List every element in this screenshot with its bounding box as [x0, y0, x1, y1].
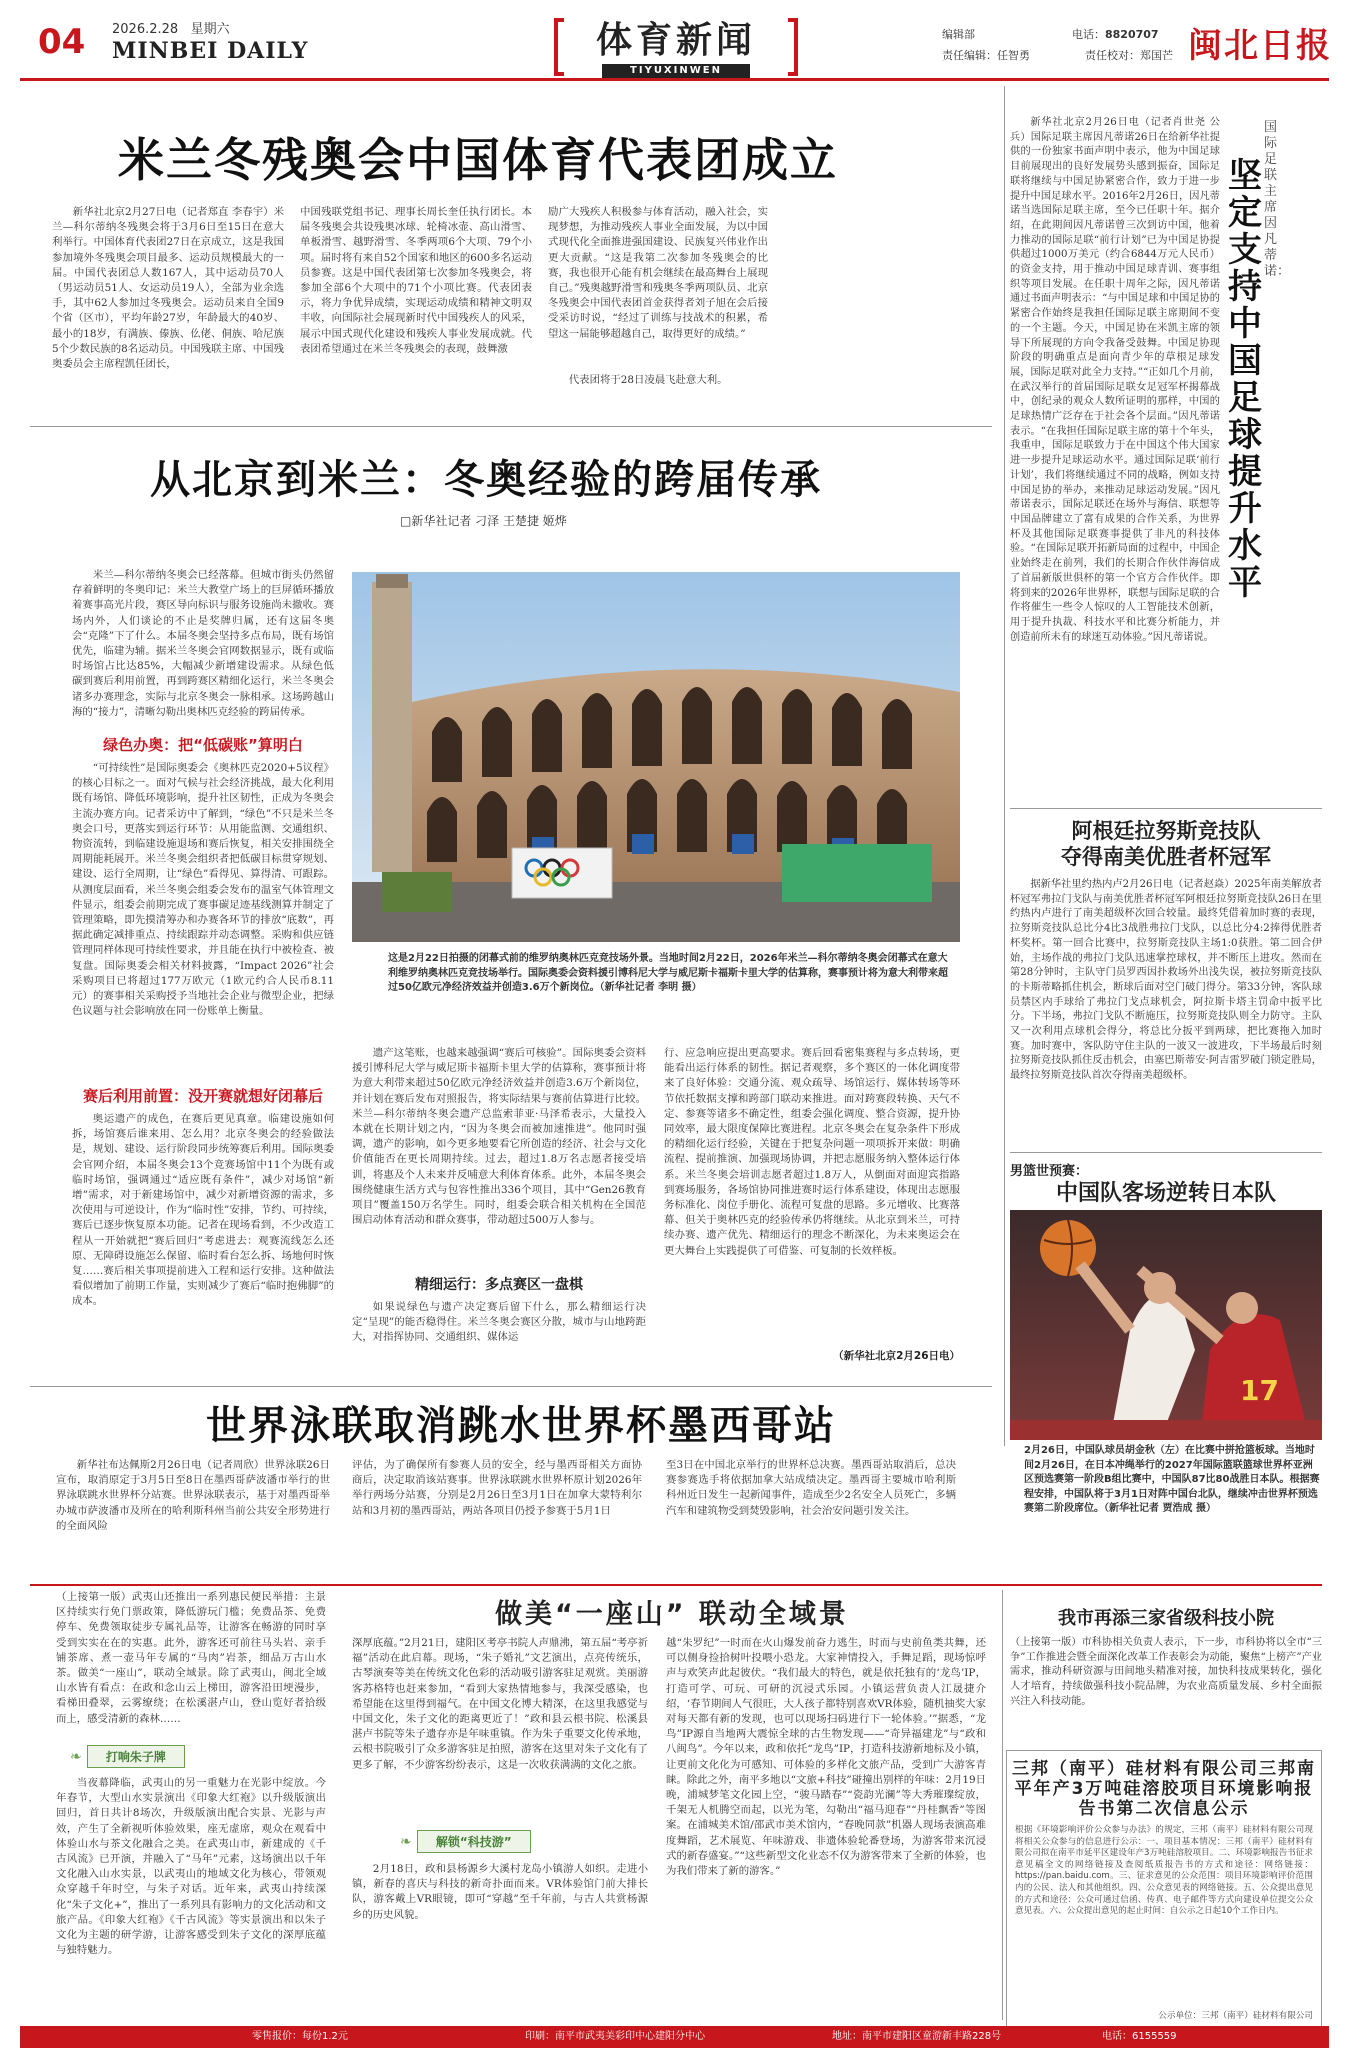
page-number: 04 — [38, 22, 86, 62]
footer-phone: 电话：6155559 — [1102, 2031, 1177, 2042]
notice-title: 三邦（南平）硅材料有限公司三邦南平年产3万吨硅溶胶项目环境影响报告书第二次信息公示 — [1012, 1759, 1316, 1819]
article2-subhead-green: 绿色办奥：把“低碳账”算明白 — [103, 736, 303, 754]
fifa-article-column — [1010, 116, 1220, 806]
article3-col3-text: 至3日在中国北京举行的世界杯总决赛。墨西哥站取消后，总决赛参赛选手将依据加拿大站成绩决定。墨西哥主要城市哈利斯科州近日发生一起新闻事件，造成至少2名安全人员死亡，多辆汽车和建筑物受到焚毁影响，社会治安问题引发关注。 — [666, 1459, 956, 1517]
bottom-left-text2: 当夜幕降临，武夷山的另一重魅力在光影中绽放。今年春节，大型山水实景演出《印象大红袍》以升级版演出回归，首日共计8场次，升级版演出配合实景、光影与声效，产生了全新视听体验效果，座无虚席，观众在观看中体验山水与茶文化融合之美。在武夷山市，新建成的《千古风流》已开演，并融入了“马年”元素，这场演出以千年文化融入山水实景，以武夷山的地域文化为核心，带领观众穿越千年时空，与朱子对话。近年来，武夷山持续深化“朱子文化+”，推出了一系列具有影响力的文化活动和文旅产品。《印象大红袍》《千古风流》等实景演出和以朱子文化为主题的研学游，让游客感受到朱子文化的深厚底蕴与独特魅力。 — [56, 1777, 326, 1957]
article1-col3 — [548, 205, 768, 400]
article3-col2-text: 评估，为了确保所有参赛人员的安全，经与墨西哥相关方面协商后，决定取消该站赛事。世界泳联跳水世界杯原计划2026年举行两场分站赛，分别是2月26日至3月1日在加拿大蒙特利尔站和3月初的墨西哥站，两站各项目仍授予参赛于5月1日 — [352, 1459, 642, 1517]
verona-arena-photo — [352, 572, 960, 942]
proof-name: 郑国芒 — [1140, 49, 1173, 62]
article2-left-p2: “可持续性”是国际奥委会《奥林匹克2020+5议程》的核心目标之一。面对气候与社会经济挑战，最大化利用既有场馆、降低环境影响，提升社区韧性，正成为冬奥会主流办赛方向。记者采访中了解到，“绿色”不只是米兰冬奥会口号，更落实到运行环节：从用能监测、交通组织、物资流转，到临建设施退场和赛后恢复，相关安排围绕全周期能耗展开。米兰冬奥会组织者把低碳目标贯穿规划、建设、运行全周期，让“绿色”看得见、算得清、可跟踪。从测度层面看，米兰冬奥会组委会发布的温室气体管理文件显示，组委会前期完成了赛事碳足迹基线测算并制定了管理策略，即先摸清筹办和办赛各环节的排放“底数”，再据此确定减排重点、持续跟踪并动态调整。采购和供应链管理同样体现可持续性要求，并且能在执行中被检查、被复盘。国际奥委会相关材料披露，“Impact 2026”社会采购项目已将超过177万欧元（1欧元约合人民币8.11元）的赛事相关采购授予当地社会企业与微型企业，把绿色议题与社会影响放在同一份账单上衡量。 — [72, 762, 334, 1018]
science-station-column — [1010, 1636, 1322, 1744]
basketball-image — [1010, 1210, 1322, 1440]
column-divider — [1004, 86, 1005, 1446]
article2-left-p1: 米兰—科尔蒂纳冬奥会已经落幕。但城市街头仍然留存着鲜明的冬奥印记：米兰大教堂广场上的巨屏循环播放着赛事高光片段，赛区导向标识与服务设施尚未撤收。赛场内外，人们谈论的不止是奖牌归属，还有这届冬奥会“克隆”下了什么。本届冬奥会坚持多点布局，既有场馆优先，临建为辅。据米兰冬奥会官网数据显示，既有或临时场馆占比达85%，大幅减少新增建设需求。从绿色低碳到赛后利用前置，再到跨赛区精细化运行，米兰冬奥会诸多办赛理念，实际与北京冬奥会一脉相承。这场跨越山海的“接力”，清晰勾勒出奥林匹克经验的跨届传承。 — [72, 569, 334, 718]
paper-logo: 闽北日报 — [1188, 26, 1332, 66]
right-divider-2 — [1010, 1152, 1322, 1153]
article2-left-column — [72, 568, 334, 1376]
article2-byline: □新华社记者 刁泽 王楚捷 姬烨 — [400, 514, 567, 528]
bottom-feature-title: 做美“一座山” 联动全域景 — [495, 1599, 849, 1630]
footer-printer: 印刷：南平市武夷美彩印中心建阳分中心 — [525, 2031, 705, 2042]
footer-address: 地址：南平市建阳区童游新丰路228号 — [832, 2031, 1002, 2042]
article1-col3-text: 励广大残疾人积极参与体育活动，融入社会，实现梦想，为推动残疾人事业全面发展，为以中国式现代化全面推进强国建设、民族复兴伟业作出更大贡献。“这是我第二次参加冬残奥会的比赛，我也很开心能有机会继续在最高舞台上展现自己。”残奥越野滑雪和残奥冬季两项队员、北京冬残奥会中国代表团首金获得者刘子旭在会后接受采访时说，“经过了训练与技战术的积累，希望这一届能够超越自己，取得更好的成绩。” — [548, 206, 768, 340]
bottom-mid-column-3 — [666, 1636, 986, 2020]
lanus-article-text: 据新华社里约热内卢2月26日电（记者赵焱）2025年南美解放者杯冠军弗拉门戈队与南美优胜者杯冠军阿根廷拉努斯竞技队26日在里约热内卢进行了南美超级杯次回合较量。最终凭借着加时赛的表现，拉努斯竞技队总比分4比3战胜弗拉门戈队，以总比分4:2捧得优胜者杯奖杯。第一回合比赛中，拉努斯竞技队主场1:0获胜。第二回合伊始，主场作战的弗拉门戈队迅速掌控球权，并不断压上进攻。然而在第28分钟时，主队守门员罗西因扑救场外出浅失误，被拉努斯竞技队的卡斯蒂略抓住机会，断球后面对空门破门得分。第33分钟，客队球员禁区内手球给了弗拉门戈点球机会，阿拉斯卡塔主罚命中扳平比分。下半场，弗拉门戈队不断施压，拉努斯竞技队则全力防守。主队又一次利用点球机会得分，将总比分扳平到两球，把比赛拖入加时赛。加时赛中，客队防守住主队的一波又一波进攻，下半场最后时刻拉努斯竞技队抓住反击机会，由塞巴斯蒂安·阿吉雷罗破门锁定胜局，最终拉努斯竞技队首次夺得南美超级杯。 — [1010, 879, 1322, 1082]
section-divider-2 — [30, 1386, 992, 1387]
section-title: 体育新闻 — [595, 19, 756, 61]
leaf-icon: ❧ — [70, 1749, 82, 1765]
article3-col1 — [56, 1458, 330, 1540]
svg-text:17: 17 — [1240, 1374, 1279, 1407]
editorial-dept: 编辑部 — [942, 28, 975, 41]
lanus-headline-line1: 阿根廷拉努斯竞技队 — [1071, 819, 1261, 843]
bottom-left-column-2 — [56, 1776, 326, 2020]
science-station-title: 我市再添三家省级科技小院 — [1058, 1608, 1274, 1629]
basketball-headline: 中国队客场逆转日本队 — [1055, 1181, 1276, 1206]
weekday: 星期六 — [190, 22, 230, 37]
tag-zhuzi — [70, 1745, 185, 1768]
article3-col1-text: 新华社布达佩斯2月26日电（记者周欣）世界泳联26日宣布，取消原定于3月5日至8日在墨西哥萨波潘市举行的世界泳联跳水世界杯分站赛。世界泳联表示，基于对墨西哥举办城市萨波潘市及所在的哈利斯科州当前公共安全形势进行的全面风险 — [56, 1459, 330, 1532]
section-pinyin: TIYUXINWEN — [602, 64, 750, 78]
lanus-article-column — [1010, 878, 1322, 1148]
issue-date: 2026.2.28 — [112, 22, 179, 37]
article2-dateline: （新华社北京2月26日电） — [833, 1350, 960, 1362]
article2-subhead-legacy: 赛后利用前置：没开赛就想好闭幕后 — [82, 1087, 323, 1105]
article2-mid-p2: 如果说绿色与遗产决定赛后留下什么，那么精细运行决定“呈现”的能否稳得住。米兰冬奥会赛区分散，城市与山地跨距大，对指挥协同、交通组织、媒体运 — [352, 1301, 646, 1344]
article2-mid-column — [352, 1046, 646, 1382]
notice-body: 根据《环境影响评价公众参与办法》的规定，三邦（南平）硅材料有限公司现将相关公众参与的信息进行公示：一、项目基本情况：三邦（南平）硅材料有限公司拟在南平市延平区建设年产3万吨硅溶胶项目。二、环境影响报告书征求意见稿全文的网络链接及查阅纸质报告书的方式和途径：网络链接：https://pan.baidu.com。三、征求意见的公众范围：项目环境影响评价范围内的公民、法人和其他组织。四、公众意见表的网络链接。五、公众提出意见的方式和途径：公众可通过信函、传真、电子邮件等方式向建设单位提交公众意见表。六、公众提出意见的起止时间：自公示之日起10个工作日内。 — [1015, 1825, 1313, 1917]
bottom-mid-text1: 深厚底蕴。”2月21日，建阳区考亭书院人声鼎沸，第五届“考亭祈福”活动在此启幕。现场，“朱子婚礼”文艺演出，点亮传统乐，古琴演奏等美在传统文化色彩的活动吸引游客驻足观赏。美丽游客苏格特也赶来参加，“看到大家热情地参与，我深受感染，也希望能在这里得到福气。在中国文化博大精深，在这里我感觉与中国文化，朱子文化的距离更近了！”政和县云根书院、松溪县湛卢书院等朱子遗存亦是年味重镇。作为朱子重要文化传承地，云根书院吸引了众多游客驻足拍照，游客在这里对朱子文化有了更多了解，不少游客纷纷表示，这是一次收获满满的文化之旅。 — [352, 1637, 648, 1771]
lanus-headline — [1010, 818, 1322, 870]
article1-col1 — [52, 205, 284, 400]
verona-photo-caption: 这是2月22日拍摄的闭幕式前的维罗纳奥林匹克竞技场外景。当地时间2月22日，2026年米兰—科尔蒂纳冬奥会闭幕式在意大利维罗纳奥林匹克竞技场举行。国际奥委会资料援引博科尼大学与威尼斯卡福斯卡里大学的估算称，赛事预计将为意大利带来超过50亿欧元净经济效益并创造3.6万个新岗位。（新华社记者 李明 摄） — [388, 953, 948, 993]
right-divider-1 — [1010, 808, 1322, 809]
page-footer — [20, 2026, 1329, 2048]
editor-name: 任智勇 — [997, 49, 1030, 62]
right-vertical-headline: 坚定支持中国足球提升水平 — [1228, 156, 1262, 603]
article1-headline: 米兰冬残奥会中国体育代表团成立 — [118, 133, 838, 187]
top-rule — [20, 78, 1329, 81]
article1-col1-text: 新华社北京2月27日电（记者郑直 李春宇）米兰—科尔蒂纳冬残奥会将于3月6日至15日在意大利举行。中国体育代表团27日在京成立，这是我国参加境外冬残奥会项目最多、运动员规模最大的一届。中国代表团总人数167人，其中运动员70人（男运动员51人、女运动员19人），全部为业余选手，其中62人参加过冬残奥会。运动员来自全国9个省（区市），平均年龄27岁，年龄最大的40岁、最小的18岁，有满族、傣族、仫佬、侗族、哈尼族5个少数民族的8名运动员。中国残联主席、中国残奥委员会主席程凯任团长， — [52, 206, 284, 371]
tag-tech-label: 解锁“科技游” — [417, 1830, 531, 1853]
phone-label: 电话： — [1072, 28, 1105, 41]
leaf-icon-2: ❧ — [400, 1834, 412, 1850]
article2-mid-p1: 遗产这笔账，也越来越强调“赛后可核验”。国际奥委会资料援引博科尼大学与威尼斯卡福斯卡里大学的估算称，赛事预计将为意大利带来超过50亿欧元净经济效益并创造3.6万个新岗位，并计划在赛后发布对照报告，将实际结果与赛前估算进行比较。米兰—科尔蒂纳冬奥会遗产总监索菲亚·马泽希表示，大量投入本就在长期计划之内，“因为冬奥会而被加速推进”。他同时强调，遗产的影响，如今更多地要看它所创造的经济、社会与文化价值能否在更长周期持续。过去，超过1.8万名志愿者接受培训，将惠及个人未来并反哺意大利体育体系。此外，本届冬奥会围绕健康生活方式与包容性推出336个项目，其中“Gen26教育项目”覆盖150万名学生。同时，组委会联合相关机构在全国范围启动体育活动和群众赛事，带动超过500万人参与。 — [352, 1047, 646, 1227]
tag-zhuzi-label: 打响朱子牌 — [87, 1745, 185, 1768]
article1-col3-end: 代表团将于28日凌晨飞赴意大利。 — [568, 374, 728, 386]
right-vertical-kicker: 国际足联主席因凡蒂诺： — [1264, 120, 1291, 279]
editor-block — [942, 24, 1173, 66]
article1-col2 — [300, 205, 532, 400]
section-divider — [30, 426, 992, 427]
bottom-mid-column-2 — [352, 1862, 648, 2020]
masthead — [0, 0, 1349, 78]
notice-signature: 公示单位：三邦（南平）硅材料有限公司 — [1158, 2011, 1313, 2021]
article2-headline: 从北京到米兰：冬奥经验的跨届传承 — [150, 457, 822, 503]
lanus-headline-line2: 夺得南美优胜者杯冠军 — [1061, 845, 1271, 869]
fifa-article-text: 新华社北京2月26日电（记者肖世尧 公兵）国际足联主席因凡蒂诺26日在给新华社提供的一份独家书面声明中表示，他为中国足球目前展现出的良好发展势头感到振奋，国际足联将继续与中国足协紧密合作，致力于进一步提升中国足球水平。2016年2月26日，因凡蒂诺当选国际足联主席，至今已任职十年。据介绍，在此期间因凡蒂诺曾三次到访中国，他着力推动的国际足联“前行计划”已为中国足协提供超过1000万美元（约合6844万元人民币）的资金支持，用于推动中国足球青训、赛事组织等项目发展。在任职十周年之际，因凡蒂诺通过书面声明表示：“与中国足球和中国足协的紧密合作始终是我担任国际足联主席期间不变的一个主题。今天，中国足协在米凯主席的领导下所展现的方向令我备受鼓舞。中国足协现阶段的明确重点是面向青少年的草根足球发展，国际足联对此全力支持。”“正如几个月前，在武汉举行的首届国际足联女足冠军杯揭幕战中，创纪录的观众人数所证明的那样，中国的足球热情广泛存在于社会各个层面。”因凡蒂诺表示。“在我担任国际足联主席的第十个年头，我重申，国际足联致力于在中国这个伟大国家进一步提升足球运动水平。通过国际足联‘前行计划’，我们将继续通过不同的战略，例如支持中国足协的举办，来推动足球运动发展。”因凡蒂诺表示，国际足联还在场外与海信、联想等中国品牌建立了富有成果的合作关系，为世界杯及其他国际足联赛事提供了非凡的科技体验。“在国际足联开拓新局面的过程中，中国企业始终走在前列，我们的长期合作伙伴海信成了首届新版世俱杯的第一个官方合作伙伴。即将到来的2026年世界杯，联想与国际足联的合作将催生一些令人惊叹的人工智能技术创新，用于提升执裁、科技水平和比赛分析能力，并创造前所未有的球迷互动体验。”因凡蒂诺说。 — [1010, 117, 1220, 643]
article2-left-p3: 奥运遗产的成色，在赛后更见真章。临建设施如何拆，场馆赛后谁来用、怎么用？北京冬奥会的经验做法是，规划、建设、运行阶段同步统筹赛后利用。国际奥委会官网介绍，本届冬奥会13个竞赛场馆中11个为既有或临时场馆，强调通过“适应既有条件”，减少对场馆“新增”需求，对于新建场馆中，减少对新增资源的需求，多次使用与可逆设计，作为“临时性”安排，节约、可持续，赛后已逐步恢复原本功能。记者在现场看到，不少改造工程从一开始就把“赛后回归”考虑进去：观赛流线怎么还原、无障碍设施怎么保留、临时看台怎么拆、场地何时恢复……赛后相关事项提前进入工程和运行安排。这种做法看似增加了前期工作量，实则减少了赛后“临时抱佛脚”的成本。 — [72, 1113, 334, 1308]
proof-label: 责任校对： — [1085, 49, 1140, 62]
section-banner — [560, 12, 792, 78]
basketball-photo — [1010, 1210, 1322, 1440]
article3-col3 — [666, 1458, 956, 1540]
basketball-kicker: 男篮世预赛： — [1010, 1164, 1089, 1179]
tag-tech — [400, 1830, 531, 1853]
bottom-divider — [30, 1584, 1322, 1586]
bottom-mid-text2: 2月18日，政和县杨源乡大溪村龙岛小镇游人如织。走进小镇，新春的喜庆与科技的新奇扑面而来。VR体验馆门前大排长队，游客戴上VR眼镜，即可“穿越”至千年前，与古人共赏杨源乡的历史风貌。 — [352, 1863, 648, 1921]
article3-col2 — [352, 1458, 642, 1540]
editor-label: 责任编辑： — [942, 49, 997, 62]
bottom-left-text1: （上接第一版）武夷山还推出一系列惠民便民举措：主景区持续实行免门票政策，降低游玩门槛；免费品茶、免费停车、免费领取徒步专属礼品等，让游客在畅游的同时享受到实实在在的实惠。此外，游客还可前往马头岩、亲手铺茶席、煮一壶马年专属的“马肉”岩茶，细品万古山水茶。做美“一座山”，联动全域景。除了武夷山，闽北全域山水皆有看点：在政和念山云上梯田，游客沿田埂漫步，看梯田叠翠，云雾缭绕；在松溪湛卢山，登山览好者拾级而上，感受清新的森林…… — [56, 1591, 326, 1725]
bottom-mid-text3: 越“朱罗纪”一时而在火山爆发前奋力逃生，时而与史前鱼类共舞，还可以侧身捡拾树叶投喂小恐龙。大家神情投入，手舞足蹈，现场惊呼声与欢笑声此起彼伏。“我们最大的特色，就是依托独有的‘龙鸟’IP，打造可学、可玩、可研的沉浸式乐园。小镇运营负责人江晟捷介绍，‘春节期间人气很旺，大人孩子都特别喜欢VR体验，随机抽奖大家对每天都有新的发现，也可以现场扫码进行下一轮体验。’”据悉，“龙鸟”IP源自当地两大震惊全球的古生物发现——“奇异福建龙”与“政和八闽鸟”。今年以来，政和依托“龙鸟”IP，打造科技游新地标及小镇，让更前文化化为可感知、可体验的多样化文旅产品，受到广大游客青睐。除此之外，南平多地以“文旅+科技”碰撞出别样的年味：2月19日晚，浦城梦笔文化园上空，“骏马踏春”“瓷韵光澜”等大秀璀璨绽放，千架无人机腾空而起，以光为笔，勾勒出“福马迎春”“丹桂飘香”等图案。在浦城美术馆/邵武市美术馆内，“春晚同款”机器人现场表演高难度舞蹈，艺术展览、年味游戏、非遗体验轮番登场，为游客带来沉浸式的新春盛宴。”“这些新型文化业态不仅为游客带来了全新的体验，也为我们带来了新的游客。” — [666, 1637, 986, 1878]
article1-col2-text: 中国残联党组书记、理事长周长奎任执行团长。本届冬残奥会共设残奥冰球、轮椅冰壶、高山滑雪、单板滑雪、越野滑雪、冬季两项6个大项、79个小项。届时将有来自52个国家和地区的600多名运动员参赛。这是中国代表团第七次参加冬残奥会，将参加全部6个大项中的71个小项比赛。代表团表示，将力争优异成绩，实现运动成绩和精神文明双丰收，向国际社会展现新时代中国残疾人的风采，展示中国式现代化建设和残疾人事业发展成就。代表团希望通过在米兰冬残奥会的表现，鼓舞激 — [300, 206, 532, 355]
article3-headline: 世界泳联取消跳水世界杯墨西哥站 — [206, 1403, 836, 1449]
footer-price: 零售报价：每份1.2元 — [252, 2031, 348, 2042]
article2-subhead-ops: 精细运行：多点赛区一盘棋 — [415, 1277, 583, 1293]
bottom-column-divider — [1002, 1590, 1003, 2020]
phone-number: 8820707 — [1105, 28, 1159, 41]
science-station-text: （上接第一版）市科协相关负责人表示，下一步，市科协将以全市“三争”工作推进会暨全面深化改革工作表彰会为动能，聚焦“上榜产”产业需求，推动科研资源与田间地头精准对接，加快科技成果转化，强化人才培育，持续做强科技小院品牌，为农业高质量发展、乡村全面振兴注入科技动能。 — [1010, 1637, 1322, 1707]
verona-arena-image — [352, 572, 960, 942]
bottom-mid-column-1 — [352, 1636, 648, 1826]
bottom-left-column-1 — [56, 1590, 326, 1742]
basketball-caption: 2月26日，中国队球员胡金秋（左）在比赛中拼抢篮板球。当地时间2月26日，在日本冲绳举行的2027年国际篮联篮球世界杯亚洲区预选赛第一阶段B组比赛中，中国队87比80战胜日本队。根据赛程安排，中国队将于3月1日对阵中国台北队，继续冲击世界杯预选赛第二阶段席位。（新华社记者 贾浩成 摄） — [1024, 1445, 1320, 1514]
paper-name-en: MINBEI DAILY — [112, 38, 309, 64]
public-notice-box — [1006, 1750, 1322, 2028]
article2-right-column — [664, 1046, 960, 1382]
article2-right-p1: 行、应急响应提出更高要求。赛后回看密集赛程与多点转场，更能看出运行体系的韧性。据记者观察，多个赛区的一体化调度带来了良好体验：交通分流、观众疏导、场馆运行、媒体转场等环节依托数据支撑和跨部门联动来推进。面对跨赛段转换、天气不定、参赛等诸多不确定性，组委会强化调度、整合资源，提升协同效率，最大限度保障比赛进程。北京冬奥会在复杂条件下形成的精细化运行经验，关键在于把复杂问题一项项拆开来做：明确流程、提前推演、加强现场协调，并把志愿服务纳入整体运行体系。米兰冬奥会培训志愿者超过1.8万人，从倒面对面迎宾指路到赛场服务，各场馆协同推进赛时运行体系建设，体现出志愿服务标准化、岗位手册化、流程可复盘的思路。多元增收、比赛落幕、但关于奥林匹克的经验传承仍将继续。从北京到米兰，可持续办赛、遗产优先、精细运行的理念不断深化，为未来奥运会在更大舞台上实践提供了可借鉴、可复制的长效样板。 — [664, 1047, 960, 1257]
date-line — [112, 18, 230, 37]
